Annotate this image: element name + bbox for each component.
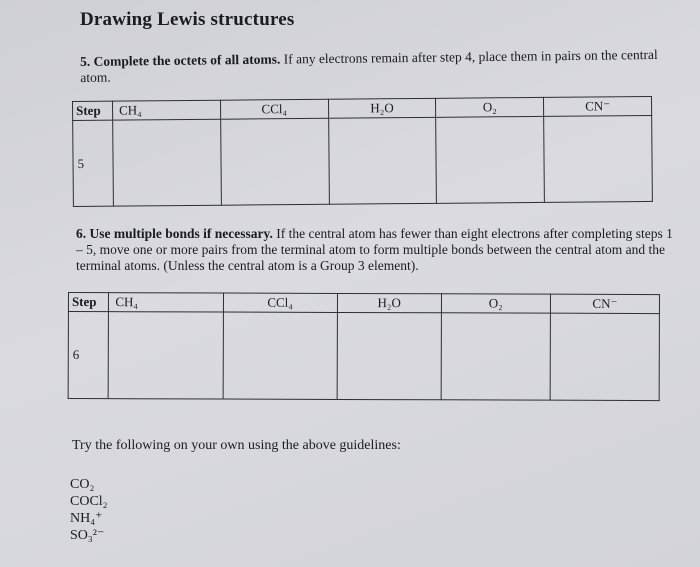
- step5-text: If any electrons remain after step 4, place them in pairs on the central atom.: [80, 46, 658, 85]
- table-header-row: [68, 293, 659, 314]
- practice-list: [70, 476, 108, 544]
- column-h2o: H₂O: [328, 98, 436, 118]
- column-ch4: CH₄: [112, 100, 220, 120]
- step5-table: [72, 96, 653, 207]
- list-item: CO₂: [70, 477, 95, 492]
- row-step-number: 5: [73, 120, 114, 206]
- column-cn: CN⁻: [544, 96, 652, 116]
- answer-cell-ccl4[interactable]: [220, 118, 329, 205]
- answer-cell-ch4[interactable]: [109, 312, 223, 399]
- answer-cell-h2o[interactable]: [328, 117, 437, 204]
- list-item: NH₄⁺: [70, 511, 103, 526]
- step5-instructions: [80, 47, 660, 86]
- list-item: SO₃²⁻: [70, 528, 105, 543]
- answer-cell-o2[interactable]: [436, 116, 545, 203]
- step5-heading: 5. Complete the octets of all atoms.: [80, 51, 281, 69]
- answer-cell-cn[interactable]: [550, 313, 659, 400]
- practice-instructions: Try the following on your own using the above guidelines:: [72, 438, 401, 453]
- step6-instructions: [76, 226, 676, 274]
- column-ccl4: CCl₄: [220, 99, 328, 119]
- step6-heading: 6. Use multiple bonds if necessary.: [76, 226, 273, 241]
- column-ccl4: CCl₄: [223, 293, 337, 312]
- column-h2o: H₂O: [337, 293, 441, 312]
- table-row: [73, 115, 653, 206]
- column-ch4: CH₄: [109, 293, 223, 312]
- column-o2: O₂: [436, 97, 544, 117]
- row-step-number: 6: [68, 312, 109, 399]
- column-cn: CN⁻: [550, 294, 659, 313]
- step-header: Step: [68, 293, 108, 312]
- step6-table: [68, 292, 660, 401]
- answer-cell-h2o[interactable]: [337, 312, 441, 399]
- answer-cell-ch4[interactable]: [113, 119, 222, 206]
- table-row: [68, 312, 659, 401]
- step6-text: If the central atom has fewer than eight electrons after completing steps 1 – 5, move one or more pairs from the terminal atom to form multiple bonds between the central atom and the terminal atoms. (Unless the central atom is a Group 3 element).: [76, 226, 673, 273]
- step-header: Step: [73, 101, 113, 120]
- list-item: COCl₂: [70, 494, 108, 509]
- column-o2: O₂: [441, 294, 550, 313]
- answer-cell-cn[interactable]: [544, 115, 653, 202]
- answer-cell-o2[interactable]: [441, 313, 550, 400]
- answer-cell-ccl4[interactable]: [223, 312, 337, 399]
- page-title: Drawing Lewis structures: [80, 9, 295, 30]
